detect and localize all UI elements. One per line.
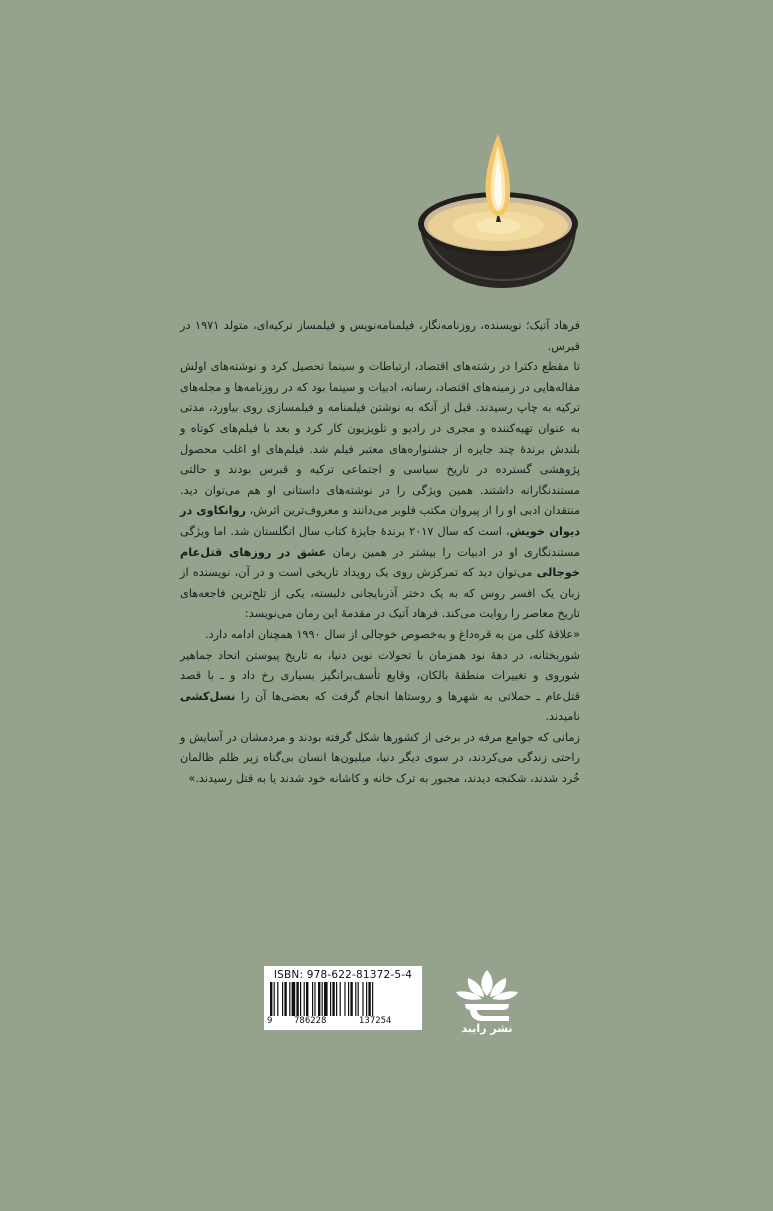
barcode-bar bbox=[358, 982, 359, 1016]
quote-paragraph-3: زمانی که جوامع مرفه در برخی از کشورها شکل گرفته بودند و مردمشان در آسایش و راحتی زندگی می‌کردند، در سوی دیگر دنیا، میلیون‌ها انسان بی‌گناه زیر ظلم ظالمان خُرد شدند، شکنجه دیدند، مجبور به ترک خانه و کاشانه خود شدند یا به قتل رسیدند.» bbox=[180, 730, 580, 786]
quote-paragraph-2 bbox=[180, 646, 580, 728]
barcode-bar bbox=[362, 982, 363, 1016]
barcode-bar bbox=[314, 982, 315, 1016]
bio-text-segment: می‌توان دید که تمرکزش روی یک رویداد تاریخی است و در آن، نویسنده از زبان یک افسر روس که به یک دختر آذربایجانی دلبسته، یکی از تلخ‌ترین فاجعه‌های تاریخ معاصر را روایت می‌کند. فرهاد آتیک در مقدمهٔ این رمان می‌نویسد: bbox=[180, 566, 580, 621]
barcode-bar bbox=[330, 982, 331, 1016]
barcode-bar bbox=[270, 982, 272, 1016]
bio-paragraph-1: فرهاد آتیک؛ نویسنده، روزنامه‌نگار، فیلمنامه‌نویس و فیلمساز ترکیه‌ای، متولد ۱۹۷۱ در قبرس. bbox=[180, 319, 580, 353]
quote-text-segment: شوربختانه، در دههٔ نود همزمان با تحولات نوین دنیا، به تاریخ پیوستن اتحاد جماهیر شوروی و تغییرات منطقهٔ بالکان، وقایع تأسف‌برانگیز بسیاری رخ داد و ـ با قصد قتل‌عام ـ حملاتی به شهرها و روستاها انجام گرفت که بعضی‌ها آن را bbox=[180, 648, 580, 703]
barcode-bar bbox=[340, 982, 341, 1016]
barcode-bar bbox=[368, 982, 370, 1016]
bio-paragraph-2 bbox=[180, 357, 580, 625]
book-title-bold: روانکاوی در دیوان خویش bbox=[180, 504, 580, 538]
isbn-label: ISBN: 978-622-81372-5-4 bbox=[273, 969, 413, 981]
author-bio-text bbox=[180, 316, 580, 790]
barcode-bar bbox=[366, 982, 367, 1016]
barcode-bar bbox=[348, 982, 349, 1016]
barcode-bar bbox=[350, 982, 352, 1016]
barcode-bar bbox=[332, 982, 334, 1016]
barcode-bar bbox=[292, 982, 296, 1016]
barcode-bar bbox=[304, 982, 305, 1016]
barcode-bar bbox=[372, 982, 373, 1016]
barcode-bar bbox=[344, 982, 345, 1016]
barcode-digits-left: 786228 bbox=[294, 1016, 327, 1026]
quote-paragraph-1: «علاقهٔ کلی من به قره‌داغ و به‌خصوص خوجالی از سال ۱۹۹۰ همچنان ادامه دارد. bbox=[204, 627, 580, 641]
barcode-bar bbox=[284, 982, 286, 1016]
lotus-logo-icon bbox=[452, 968, 522, 1024]
bio-text-segment: ، است که سال ۲۰۱۷ برندهٔ جایزهٔ کتاب سال انگلستان شد. اما ویژگی مستندنگاری او در ادبیات را بیشتر در همین رمان bbox=[180, 524, 580, 559]
genocide-term-bold: نسل‌کشی bbox=[180, 689, 236, 703]
barcode-bar bbox=[277, 982, 278, 1016]
barcode-bar bbox=[322, 982, 323, 1016]
barcode-digit-prefix: 9 bbox=[267, 1016, 273, 1026]
publisher-logo bbox=[452, 968, 522, 1044]
barcode-bar bbox=[312, 982, 313, 1016]
barcode-bars bbox=[270, 982, 416, 1016]
barcode-bar bbox=[306, 982, 308, 1016]
barcode-bar bbox=[324, 982, 328, 1016]
barcode-bar bbox=[289, 982, 290, 1016]
quote-text-segment: نامیدند. bbox=[545, 710, 580, 724]
candle-illustration bbox=[412, 128, 582, 290]
barcode-bar bbox=[274, 982, 275, 1016]
barcode-bar bbox=[336, 982, 337, 1016]
barcode-bar bbox=[300, 982, 301, 1016]
barcode-bar bbox=[318, 982, 320, 1016]
barcode-digits-right: 137254 bbox=[359, 1016, 392, 1026]
barcode-bar bbox=[296, 982, 298, 1016]
isbn-barcode bbox=[264, 966, 422, 1030]
barcode-bar bbox=[355, 982, 356, 1016]
bio-text-segment: تا مقطع دکترا در رشته‌های اقتصاد، ارتباطات و سینما تحصیل کرد و نوشته‌های اولش مقاله‌هایی در زمینه‌های اقتصاد، رسانه، ادبیات و سینما بود که در روزنامه‌ها و مجله‌های ترکیه به چاپ رسیدند. قبل از آنکه به نوشتن فیلمنامه و فیلمسازی روی بیاورد، مدتی به عنوان تهیه‌کننده و مجری در رادیو و تلویزیون کار کرد و بعد با فیلم‌های کوتاه و بلندش برندهٔ چند جایزه از جشنواره‌های معتبر فیلم شد. فیلم‌های او اغلب محصول پژوهشی گسترده در تاریخ سیاسی و اجتماعی ترکیه و قبرس بودند و حالتی مستندنگارانه داشتند. همین ویژگی را در نوشته‌های داستانی او هم می‌توان دید. منتقدان ادبی او را از پیروان مکتب فلوبر می‌دانند و معروف‌ترین اثرش، bbox=[180, 360, 580, 518]
barcode-bar bbox=[282, 982, 283, 1016]
publisher-name: نشر رایبد bbox=[461, 1022, 513, 1035]
book-title-bold: عشق در روزهای قتل‌عام خوجالی bbox=[180, 545, 580, 580]
